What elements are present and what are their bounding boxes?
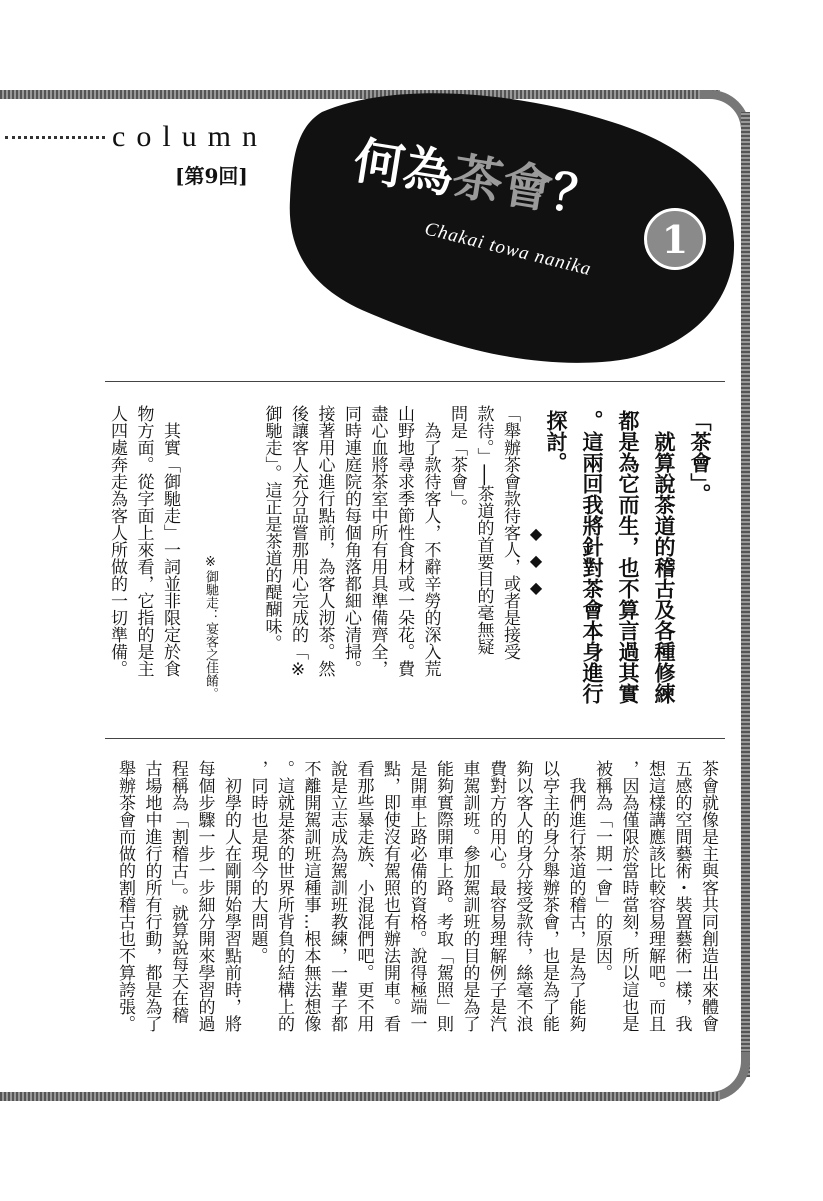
text-line: 看那些暴走族、小混混們吧。更不用 (353, 760, 374, 1032)
text-line: 「茶會」。 (688, 410, 712, 505)
text-line: ◆ (529, 578, 543, 597)
text-line: 夠以客人的身分接受款待，絲毫不浪 (512, 760, 533, 1032)
text-line: 款待。」──茶道的首要目的毫無疑 (473, 405, 494, 655)
text-line: 御馳走」。這正是茶道的醍醐味。 (261, 405, 282, 652)
column-label: column (112, 120, 268, 153)
text-line: ，同時也是現今的大問題。 (247, 760, 268, 964)
text-line: 初學的人在剛開始學習點前時，將 (221, 760, 241, 1032)
text-line: 古場地中進行的所有行動，都是為了 (141, 760, 162, 1032)
text-line: 都是為它而生，也不算言過其實 (616, 410, 640, 704)
text-line: 山野地尋求季節性食材或一朵花。費 (394, 405, 414, 677)
article-title: 何為茶會？ (349, 130, 606, 228)
text-line: ◆ (529, 551, 543, 570)
text-line: 說是立志成為駕訓班教練，一輩子都 (327, 760, 347, 1032)
column-dotted-leader (5, 128, 105, 139)
text-line: 問是「茶會」。 (447, 405, 467, 516)
text-line: 能夠實際開車上路。考取「駕照」則 (433, 760, 453, 1032)
text-line: 後讓客人充分品嘗那用心完成的「※ (288, 405, 308, 680)
issue-label: [第9回] (175, 164, 248, 188)
text-line: 為了款待客人，不辭辛勞的深入荒 (420, 405, 441, 677)
frame-bottom-border (0, 1092, 720, 1101)
lead-paragraph (538, 410, 718, 720)
text-line: 人四處奔走為客人所做的一切準備。 (107, 405, 127, 677)
text-line: 以亭主的身分舉辦茶會，也是為了能 (539, 760, 559, 1032)
text-line: 就算說茶道的稽古及各種修練 (652, 410, 676, 704)
part-number-badge: 1 (644, 208, 706, 270)
section-divider-middle (105, 738, 725, 739)
text-line: 物方面。從字面上來看，它指的是主 (133, 405, 154, 677)
text-line: 接著用心進行點前，為客人沏茶。然 (314, 405, 335, 677)
text-line: 。這就是茶的世界所背負的結構上的 (274, 760, 294, 1032)
text-line: 。這兩回我將針對茶會本身進行 (580, 410, 604, 704)
ornament-diamonds (526, 520, 546, 601)
text-line: 不離開駕訓班這種事…根本無法想像 (300, 760, 321, 1032)
upper-body-text (258, 405, 523, 715)
text-line: 探討。 (544, 410, 568, 473)
text-line: 五感的空間藝術・裝置藝術一樣，我 (671, 760, 692, 1032)
footnote: ※御馳走：宴客之佳餚。 (203, 555, 218, 700)
text-line: ◆ (529, 524, 543, 543)
text-line: 同時連庭院的每個角落都細心清掃。 (341, 405, 361, 677)
text-line: 盡心血將茶室中所有用具準備齊全， (367, 405, 388, 677)
text-line: 茶會就像是主與客共同創造出來體會 (698, 760, 718, 1032)
text-line: 每個步驟一步一步細分開來學習的過 (194, 760, 215, 1032)
section-divider-top (105, 381, 725, 382)
text-line: 其實「御馳走」一詞並非限定於食 (160, 405, 180, 677)
text-line: 點，即使沒有駕照也有辦法開車。看 (380, 760, 400, 1032)
lower-body-text (112, 760, 722, 1070)
text-line: 程稱為「割稽古」。就算說每天在稽 (168, 760, 188, 1024)
article-subtitle: Chakai towa nanika (422, 218, 594, 281)
text-line: ，因為僅限於當時當刻，所以這也是 (618, 760, 639, 1032)
text-line: 「舉辦茶會款待客人，或者是接受 (500, 405, 520, 660)
text-line: 費對方的用心。最容易理解例子是汽 (486, 760, 506, 1032)
text-line: 是開車上路必備的資格。說得極端一 (406, 760, 427, 1032)
text-line: 舉辦茶會而做的割稽古也不算誇張。 (115, 760, 135, 1032)
frame-right-border (741, 112, 750, 1077)
text-line: 被稱為「一期一會」的原因。 (592, 760, 612, 981)
text-line: 我們進行茶道的稽古，是為了能夠 (565, 760, 586, 1032)
text-line: 車駕訓班。參加駕訓班的目的是為了 (459, 760, 480, 1032)
upper-body-text-continued (104, 405, 184, 715)
text-line: 想這樣講應該比較容易理解吧。而且 (645, 760, 665, 1032)
